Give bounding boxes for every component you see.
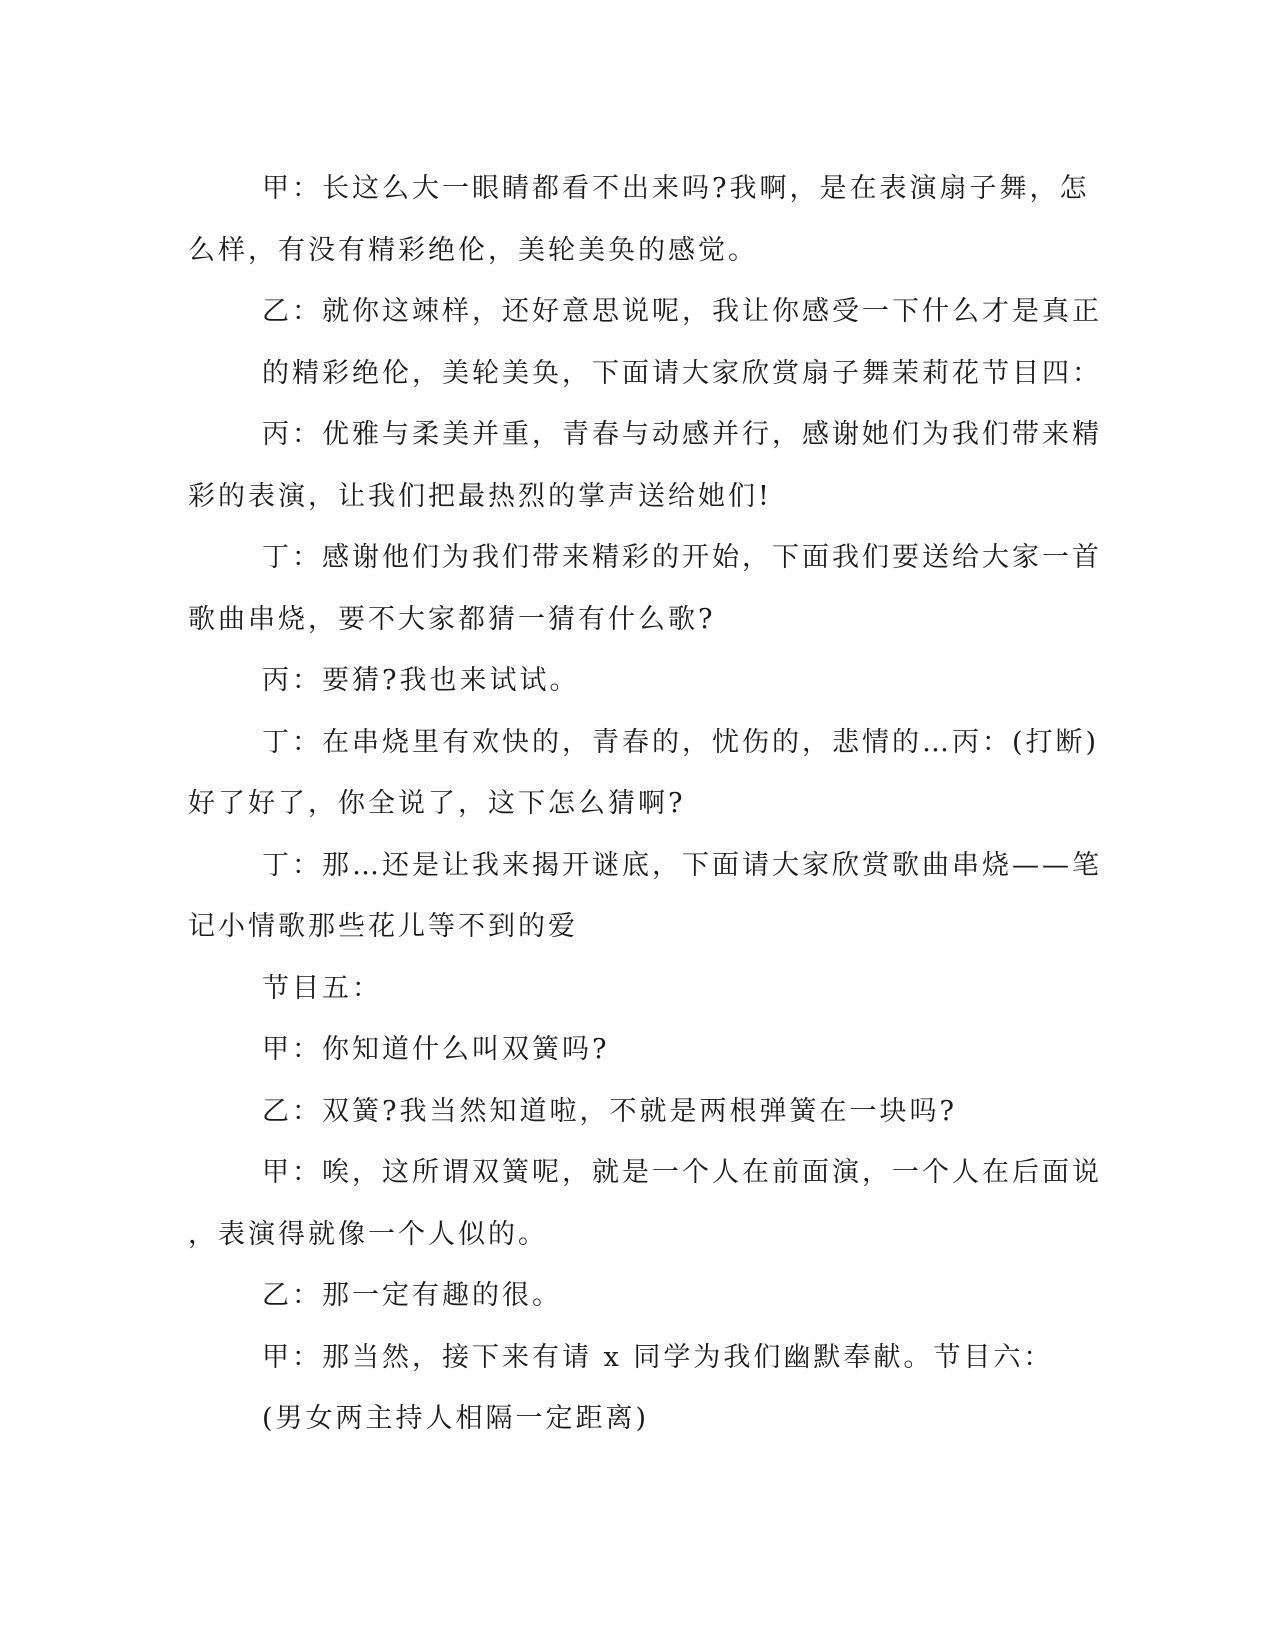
stage-direction: (男女两主持人相隔一定距离) bbox=[262, 1403, 650, 1434]
paragraph-line: 记小情歌那些花儿等不到的爱 bbox=[188, 911, 578, 942]
paragraph-line: 丁：那…还是让我来揭开谜底，下面请大家欣赏歌曲串烧——笔 bbox=[262, 849, 1102, 881]
section-heading: 节目五： bbox=[262, 972, 382, 1004]
paragraph-line: 丁：感谢他们为我们带来精彩的开始，下面我们要送给大家一首 bbox=[262, 542, 1102, 573]
paragraph-line: 丁：在串烧里有欢快的，青春的，忧伤的，悲情的…丙：(打断) bbox=[262, 726, 1100, 758]
paragraph-line: 歌曲串烧，要不大家都猜一猜有什么歌? bbox=[188, 603, 716, 635]
paragraph-line: 甲：你知道什么叫双簧吗? bbox=[262, 1034, 610, 1065]
paragraph-line: 甲：长这么大一眼睛都看不出来吗?我啊，是在表演扇子舞，怎 bbox=[262, 173, 1090, 204]
paragraph-line: ，表演得就像一个人似的。 bbox=[188, 1218, 548, 1250]
paragraph-line: 乙：那一定有趣的很。 bbox=[262, 1280, 562, 1311]
document-body bbox=[188, 158, 1102, 1450]
paragraph-line: 甲：那当然，接下来有请 x 同学为我们幽默奉献。节目六： bbox=[262, 1341, 1054, 1373]
paragraph-line: 丙：要猜?我也来试试。 bbox=[262, 665, 580, 696]
paragraph-line: 彩的表演，让我们把最热烈的掌声送给她们! bbox=[188, 480, 772, 512]
paragraph-line: 乙：双簧?我当然知道啦，不就是两根弹簧在一块吗? bbox=[262, 1095, 957, 1127]
paragraph-line: 好了好了，你全说了，这下怎么猜啊? bbox=[188, 788, 686, 819]
paragraph-line: 丙：优雅与柔美并重，青春与动感并行，感谢她们为我们带来精 bbox=[262, 419, 1102, 450]
paragraph-line: 的精彩绝伦，美轮美奂，下面请大家欣赏扇子舞茉莉花节目四： bbox=[262, 357, 1102, 389]
paragraph-line: 乙：就你这竦样，还好意思说呢，我让你感受一下什么才是真正 bbox=[262, 296, 1102, 327]
paragraph-line: 么样，有没有精彩绝伦，美轮美奂的感觉。 bbox=[188, 234, 758, 266]
paragraph-line: 甲：唉，这所谓双簧呢，就是一个人在前面演，一个人在后面说 bbox=[262, 1157, 1102, 1188]
